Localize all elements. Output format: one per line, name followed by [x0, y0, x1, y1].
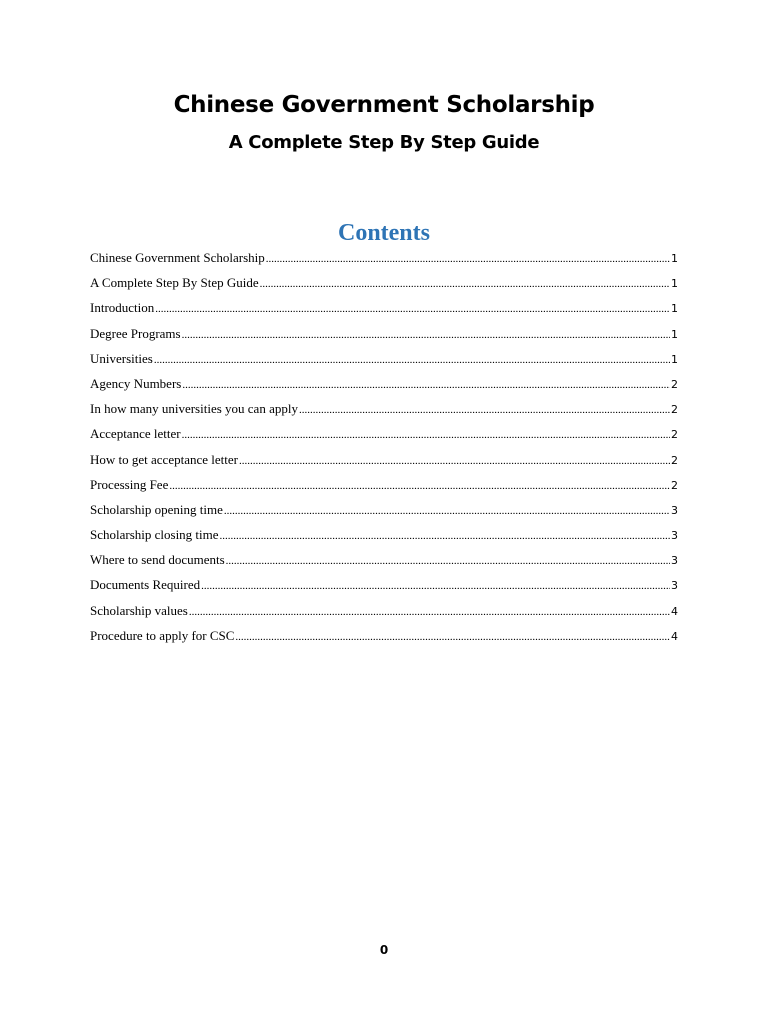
- page-number: 0: [379, 943, 389, 957]
- toc-entry-label: Scholarship opening time: [90, 501, 223, 517]
- toc-entry[interactable]: [90, 398, 678, 423]
- toc-entry-page: 1: [671, 277, 678, 291]
- toc-entry-label: Degree Programs: [90, 325, 181, 341]
- toc-entry-page: 2: [671, 377, 678, 391]
- toc-dot-leader: [201, 575, 670, 597]
- toc-dot-leader: [155, 298, 670, 320]
- toc-entry[interactable]: [90, 373, 678, 398]
- toc-dot-leader: [169, 475, 670, 497]
- toc-entry-label: In how many universities you can apply: [90, 401, 298, 417]
- toc-entry-label: Where to send documents: [90, 552, 225, 568]
- toc-entry-page: 2: [671, 428, 678, 442]
- toc-entry-page: 1: [671, 352, 678, 366]
- toc-entry-label: Processing Fee: [90, 476, 169, 492]
- toc-dot-leader: [266, 248, 670, 270]
- toc-entry-page: 3: [671, 579, 678, 593]
- toc-dot-leader: [224, 500, 670, 522]
- toc-entry-page: 2: [671, 403, 678, 417]
- toc-entry[interactable]: [90, 524, 678, 549]
- table-of-contents: [90, 247, 678, 650]
- toc-dot-leader: [182, 424, 670, 446]
- toc-entry[interactable]: [90, 499, 678, 524]
- toc-entry[interactable]: [90, 449, 678, 474]
- document-title: Chinese Government Scholarship: [173, 92, 595, 118]
- toc-entry-label: Procedure to apply for CSC: [90, 627, 235, 643]
- toc-entry[interactable]: [90, 574, 678, 599]
- toc-dot-leader: [235, 626, 670, 648]
- toc-entry-page: 1: [671, 302, 678, 316]
- toc-dot-leader: [226, 550, 670, 572]
- toc-entry-label: Acceptance letter: [90, 426, 181, 442]
- toc-entry-label: Scholarship values: [90, 602, 188, 618]
- document-subtitle: A Complete Step By Step Guide: [228, 132, 540, 153]
- contents-heading: Contents: [337, 220, 430, 246]
- toc-entry[interactable]: [90, 297, 678, 322]
- toc-entry-page: 3: [671, 554, 678, 568]
- toc-dot-leader: [260, 273, 670, 295]
- toc-dot-leader: [220, 525, 670, 547]
- toc-entry[interactable]: [90, 272, 678, 297]
- toc-entry[interactable]: [90, 423, 678, 448]
- toc-entry-label: Agency Numbers: [90, 375, 182, 391]
- toc-entry[interactable]: [90, 600, 678, 625]
- toc-entry-page: 3: [671, 503, 678, 517]
- toc-dot-leader: [189, 601, 670, 623]
- toc-dot-leader: [182, 374, 670, 396]
- toc-entry-page: 2: [671, 453, 678, 467]
- toc-entry-page: 2: [671, 478, 678, 492]
- toc-entry[interactable]: [90, 625, 678, 650]
- toc-dot-leader: [154, 349, 670, 371]
- toc-entry-page: 4: [671, 629, 678, 643]
- toc-entry-label: Documents Required: [90, 577, 201, 593]
- toc-dot-leader: [299, 399, 670, 421]
- toc-entry-page: 4: [671, 604, 678, 618]
- toc-entry-label: A Complete Step By Step Guide: [90, 275, 259, 291]
- toc-entry-label: Chinese Government Scholarship: [90, 250, 265, 265]
- toc-entry[interactable]: [90, 549, 678, 574]
- toc-entry[interactable]: [90, 323, 678, 348]
- toc-dot-leader: [182, 324, 670, 346]
- toc-dot-leader: [239, 450, 670, 472]
- toc-entry-label: Scholarship closing time: [90, 527, 219, 543]
- toc-entry-label: Introduction: [90, 300, 155, 316]
- toc-entry[interactable]: [90, 348, 678, 373]
- toc-entry-label: How to get acceptance letter: [90, 451, 238, 467]
- toc-entry-page: 1: [671, 252, 678, 265]
- toc-entry-page: 1: [671, 327, 678, 341]
- toc-entry-label: Universities: [90, 350, 153, 366]
- toc-entry[interactable]: [90, 474, 678, 499]
- toc-entry[interactable]: [90, 247, 678, 272]
- toc-entry-page: 3: [671, 529, 678, 543]
